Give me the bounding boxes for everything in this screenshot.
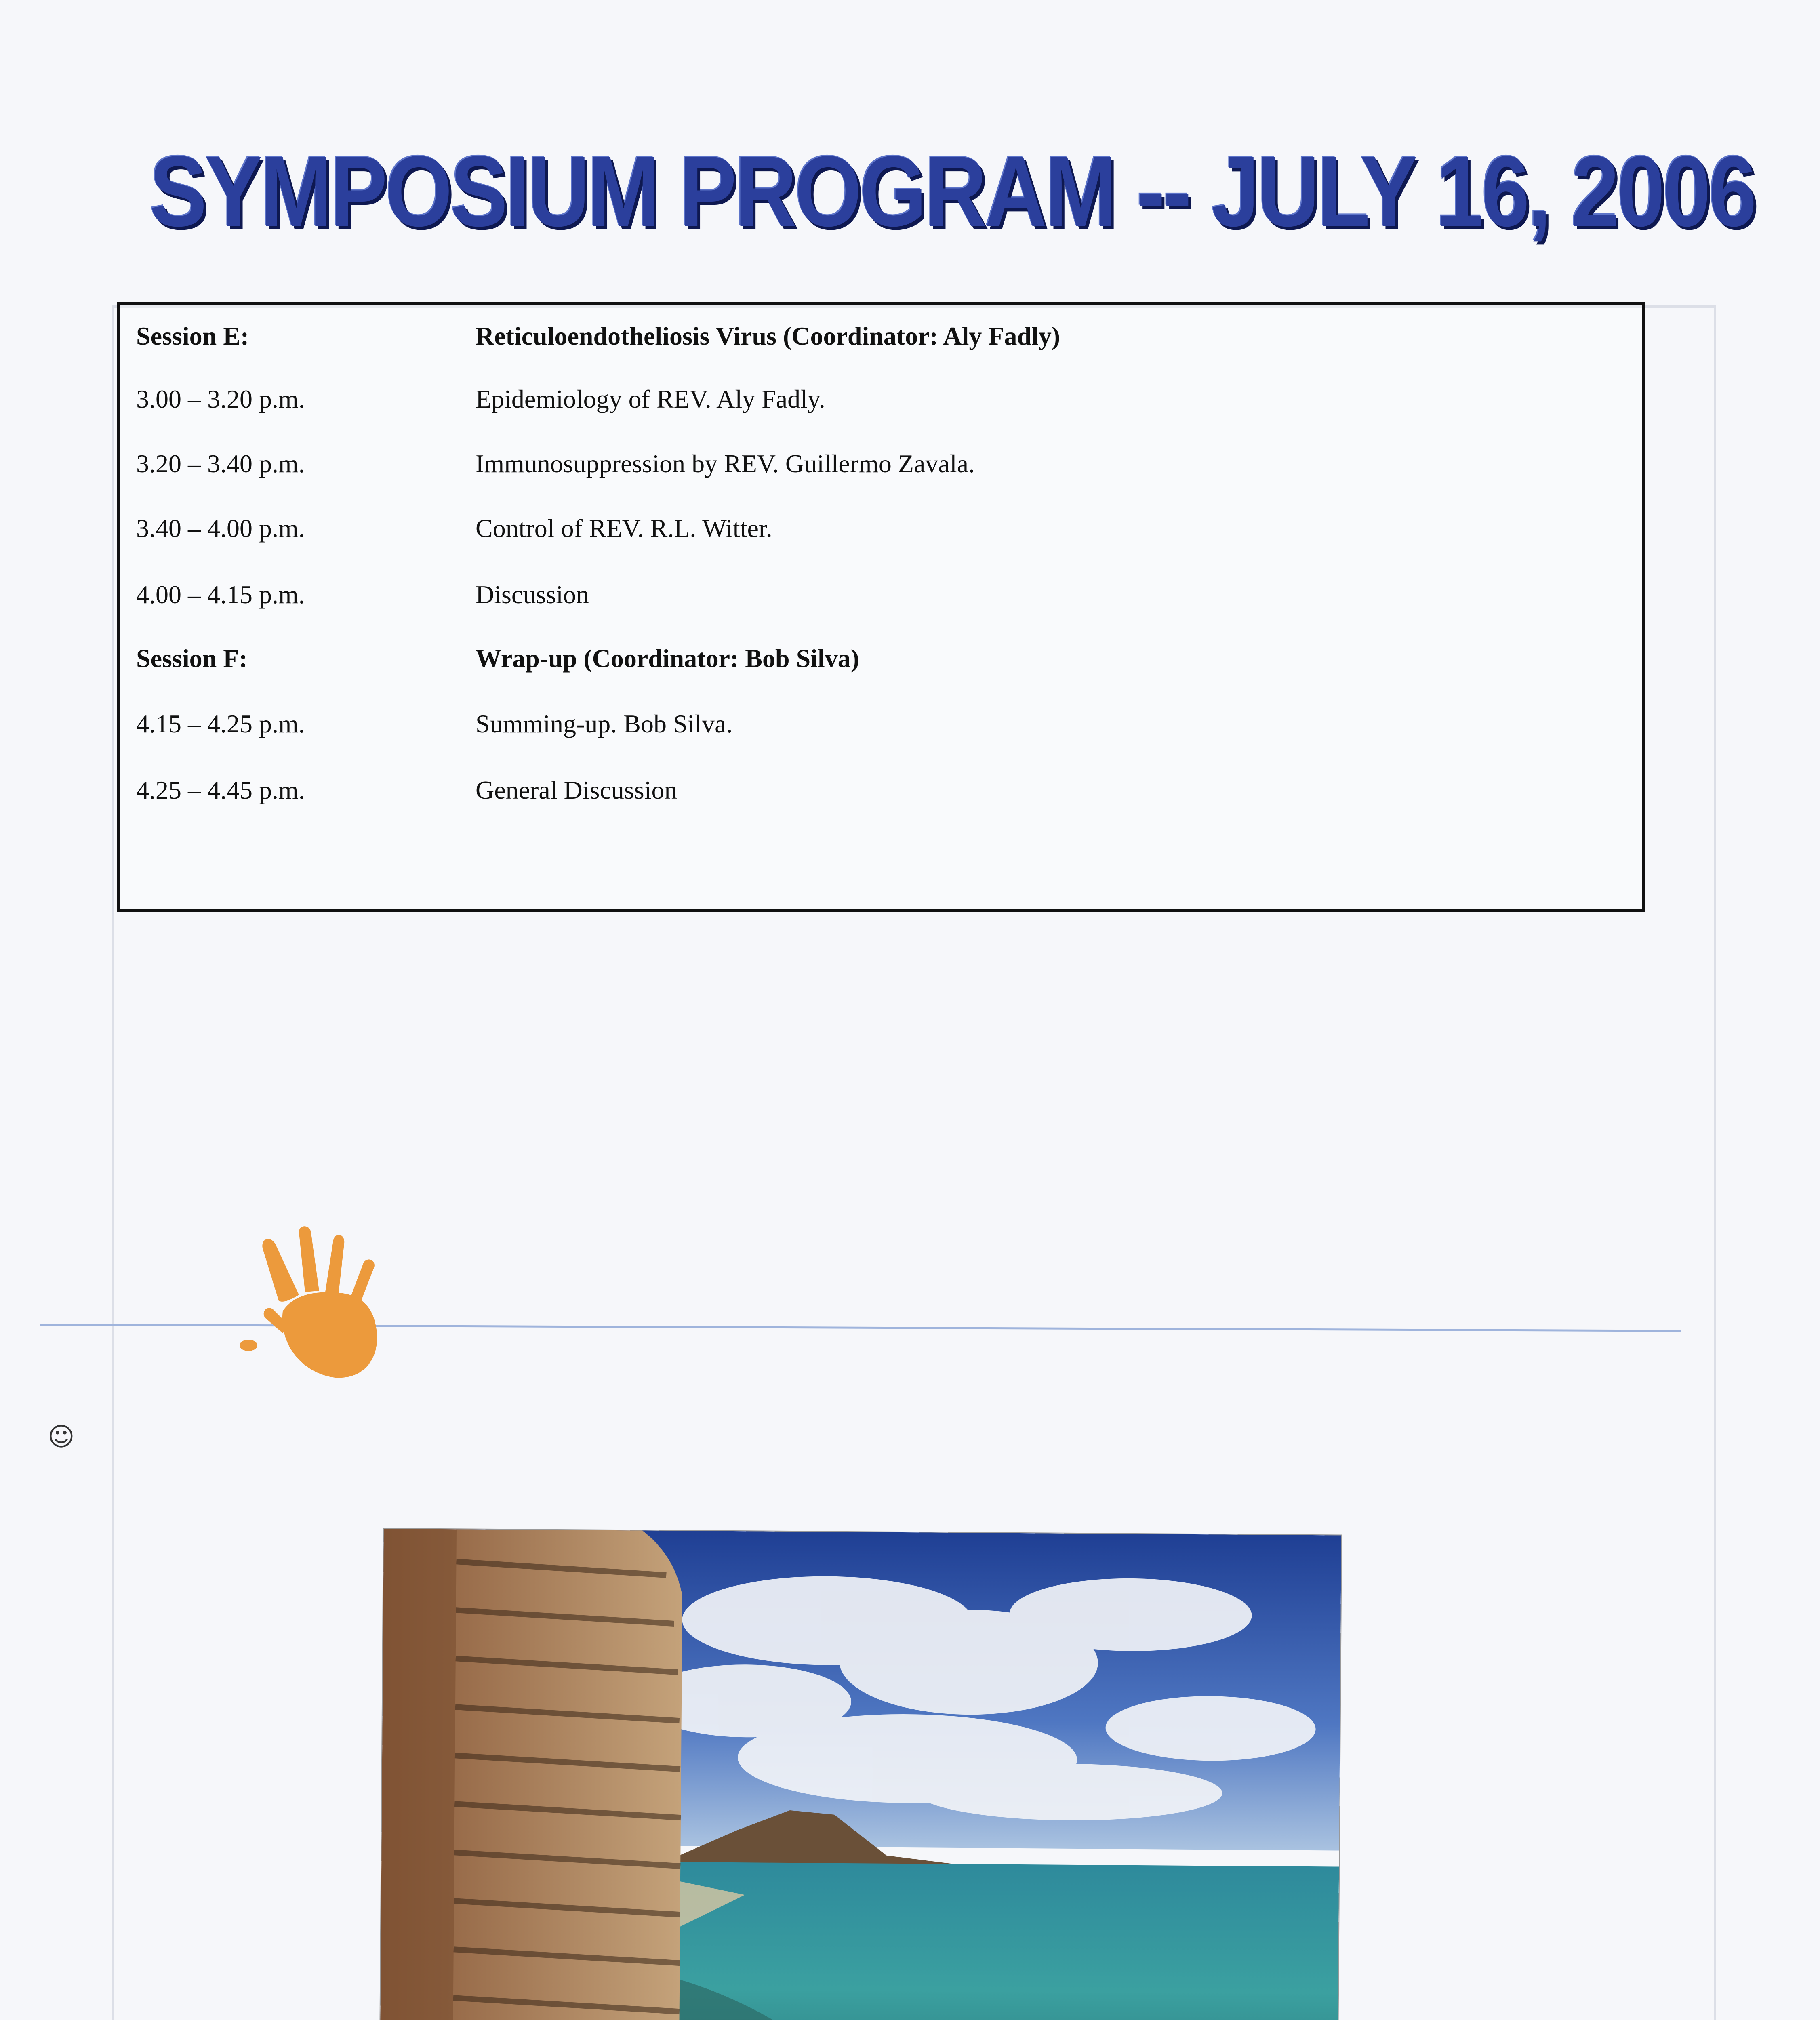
program-row — [120, 709, 1642, 766]
program-topic: Summing-up. Bob Silva. — [476, 709, 733, 738]
program-topic: General Discussion — [476, 776, 678, 804]
page-title: SYMPOSIUM PROGRAM -- JULY 16, 2006 — [149, 135, 1755, 247]
orange-handprint-icon — [238, 1224, 384, 1394]
program-row — [120, 384, 1642, 441]
program-row-session-f — [120, 644, 1642, 700]
program-time: Session E: — [136, 322, 249, 350]
program-topic: Discussion — [476, 580, 589, 609]
program-time: 4.15 – 4.25 p.m. — [136, 709, 305, 738]
program-topic: Immunosuppression by REV. Guillermo Zavala. — [476, 449, 975, 478]
program-time: 3.40 – 4.00 p.m. — [136, 514, 305, 543]
smiley-icon: ☺ — [48, 1422, 75, 1452]
program-time: Session F: — [136, 644, 248, 673]
program-table — [117, 302, 1645, 912]
program-time: 4.00 – 4.15 p.m. — [136, 580, 305, 609]
sheraton-waikiki-photo — [379, 1529, 1341, 2020]
program-row-session-e — [120, 321, 1642, 378]
program-time: 3.00 – 3.20 p.m. — [136, 385, 305, 413]
program-topic: Epidemiology of REV. Aly Fadly. — [476, 385, 825, 413]
program-row — [120, 513, 1642, 570]
program-topic: Control of REV. R.L. Witter. — [476, 514, 772, 543]
program-row — [120, 449, 1642, 505]
program-time: 4.25 – 4.45 p.m. — [136, 776, 305, 804]
program-row — [120, 580, 1642, 636]
program-topic: Wrap-up (Coordinator: Bob Silva) — [476, 644, 860, 673]
program-row — [120, 775, 1642, 832]
program-topic: Reticuloendotheliosis Virus (Coordinator: Aly Fadly) — [476, 322, 1060, 350]
program-time: 3.20 – 3.40 p.m. — [136, 449, 305, 478]
